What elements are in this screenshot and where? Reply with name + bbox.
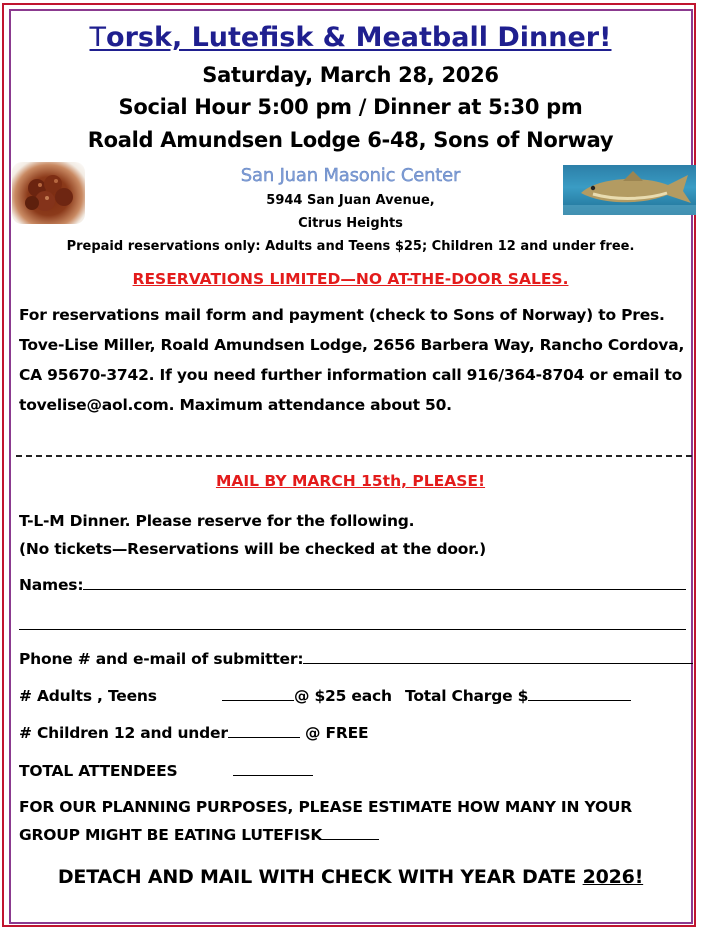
lodge-name: Roald Amundsen Lodge 6-48, Sons of Norway	[87, 128, 614, 152]
form-intro: T-L-M Dinner. Please reserve for the following.	[19, 512, 415, 530]
lutefisk-field: GROUP MIGHT BE EATING LUTEFISK	[19, 826, 379, 844]
detach-instructions: DETACH AND MAIL WITH CHECK WITH YEAR DATE 2026!	[57, 866, 644, 888]
venue-street: 5944 San Juan Avenue,	[266, 193, 435, 208]
adults-count-input[interactable]	[222, 700, 294, 701]
form-note: (No tickets—Reservations will be checked at the door.)	[19, 540, 487, 558]
venue-name: San Juan Masonic Center	[240, 165, 461, 186]
total-charge-input[interactable]	[528, 700, 631, 701]
mail-by-notice: MAIL BY MARCH 15th, PLEASE!	[215, 472, 486, 490]
children-field: # Children 12 and under @ FREE	[19, 724, 369, 742]
venue-city: Citrus Heights	[298, 216, 403, 231]
page-title: Torsk, Lutefisk & Meatball Dinner!	[89, 22, 612, 53]
pricing-text: Prepaid reservations only: Adults and Teens $25; Children 12 and under free.	[66, 239, 635, 254]
instructions-line: Tove-Lise Miller, Roald Amundsen Lodge, 2656 Barbera Way, Rancho Cordova,	[19, 336, 685, 354]
instructions-line: For reservations mail form and payment (check to Sons of Norway) to Pres.	[19, 306, 665, 324]
names-field[interactable]: Names:	[19, 576, 686, 594]
lutefisk-count-input[interactable]	[322, 839, 379, 840]
event-times: Social Hour 5:00 pm / Dinner at 5:30 pm	[118, 95, 583, 119]
names-field-line2[interactable]	[19, 629, 686, 630]
detach-line	[16, 455, 692, 457]
limited-notice: RESERVATIONS LIMITED—NO AT-THE-DOOR SALES.	[132, 270, 569, 288]
total-attendees-input[interactable]	[233, 775, 313, 776]
adults-field: # Adults , Teens @ $25 each Total Charge $	[19, 687, 631, 705]
event-date: Saturday, March 28, 2026	[202, 63, 499, 87]
total-attendees-field: TOTAL ATTENDEES	[19, 762, 313, 780]
phone-email-field[interactable]: Phone # and e-mail of submitter:	[19, 650, 693, 668]
planning-question: FOR OUR PLANNING PURPOSES, PLEASE ESTIMATE HOW MANY IN YOUR	[19, 798, 633, 816]
instructions-line: CA 95670-3742. If you need further information call 916/364-8704 or email to	[19, 366, 683, 384]
instructions-line: tovelise@aol.com. Maximum attendance about 50.	[19, 396, 452, 414]
children-count-input[interactable]	[228, 737, 300, 738]
